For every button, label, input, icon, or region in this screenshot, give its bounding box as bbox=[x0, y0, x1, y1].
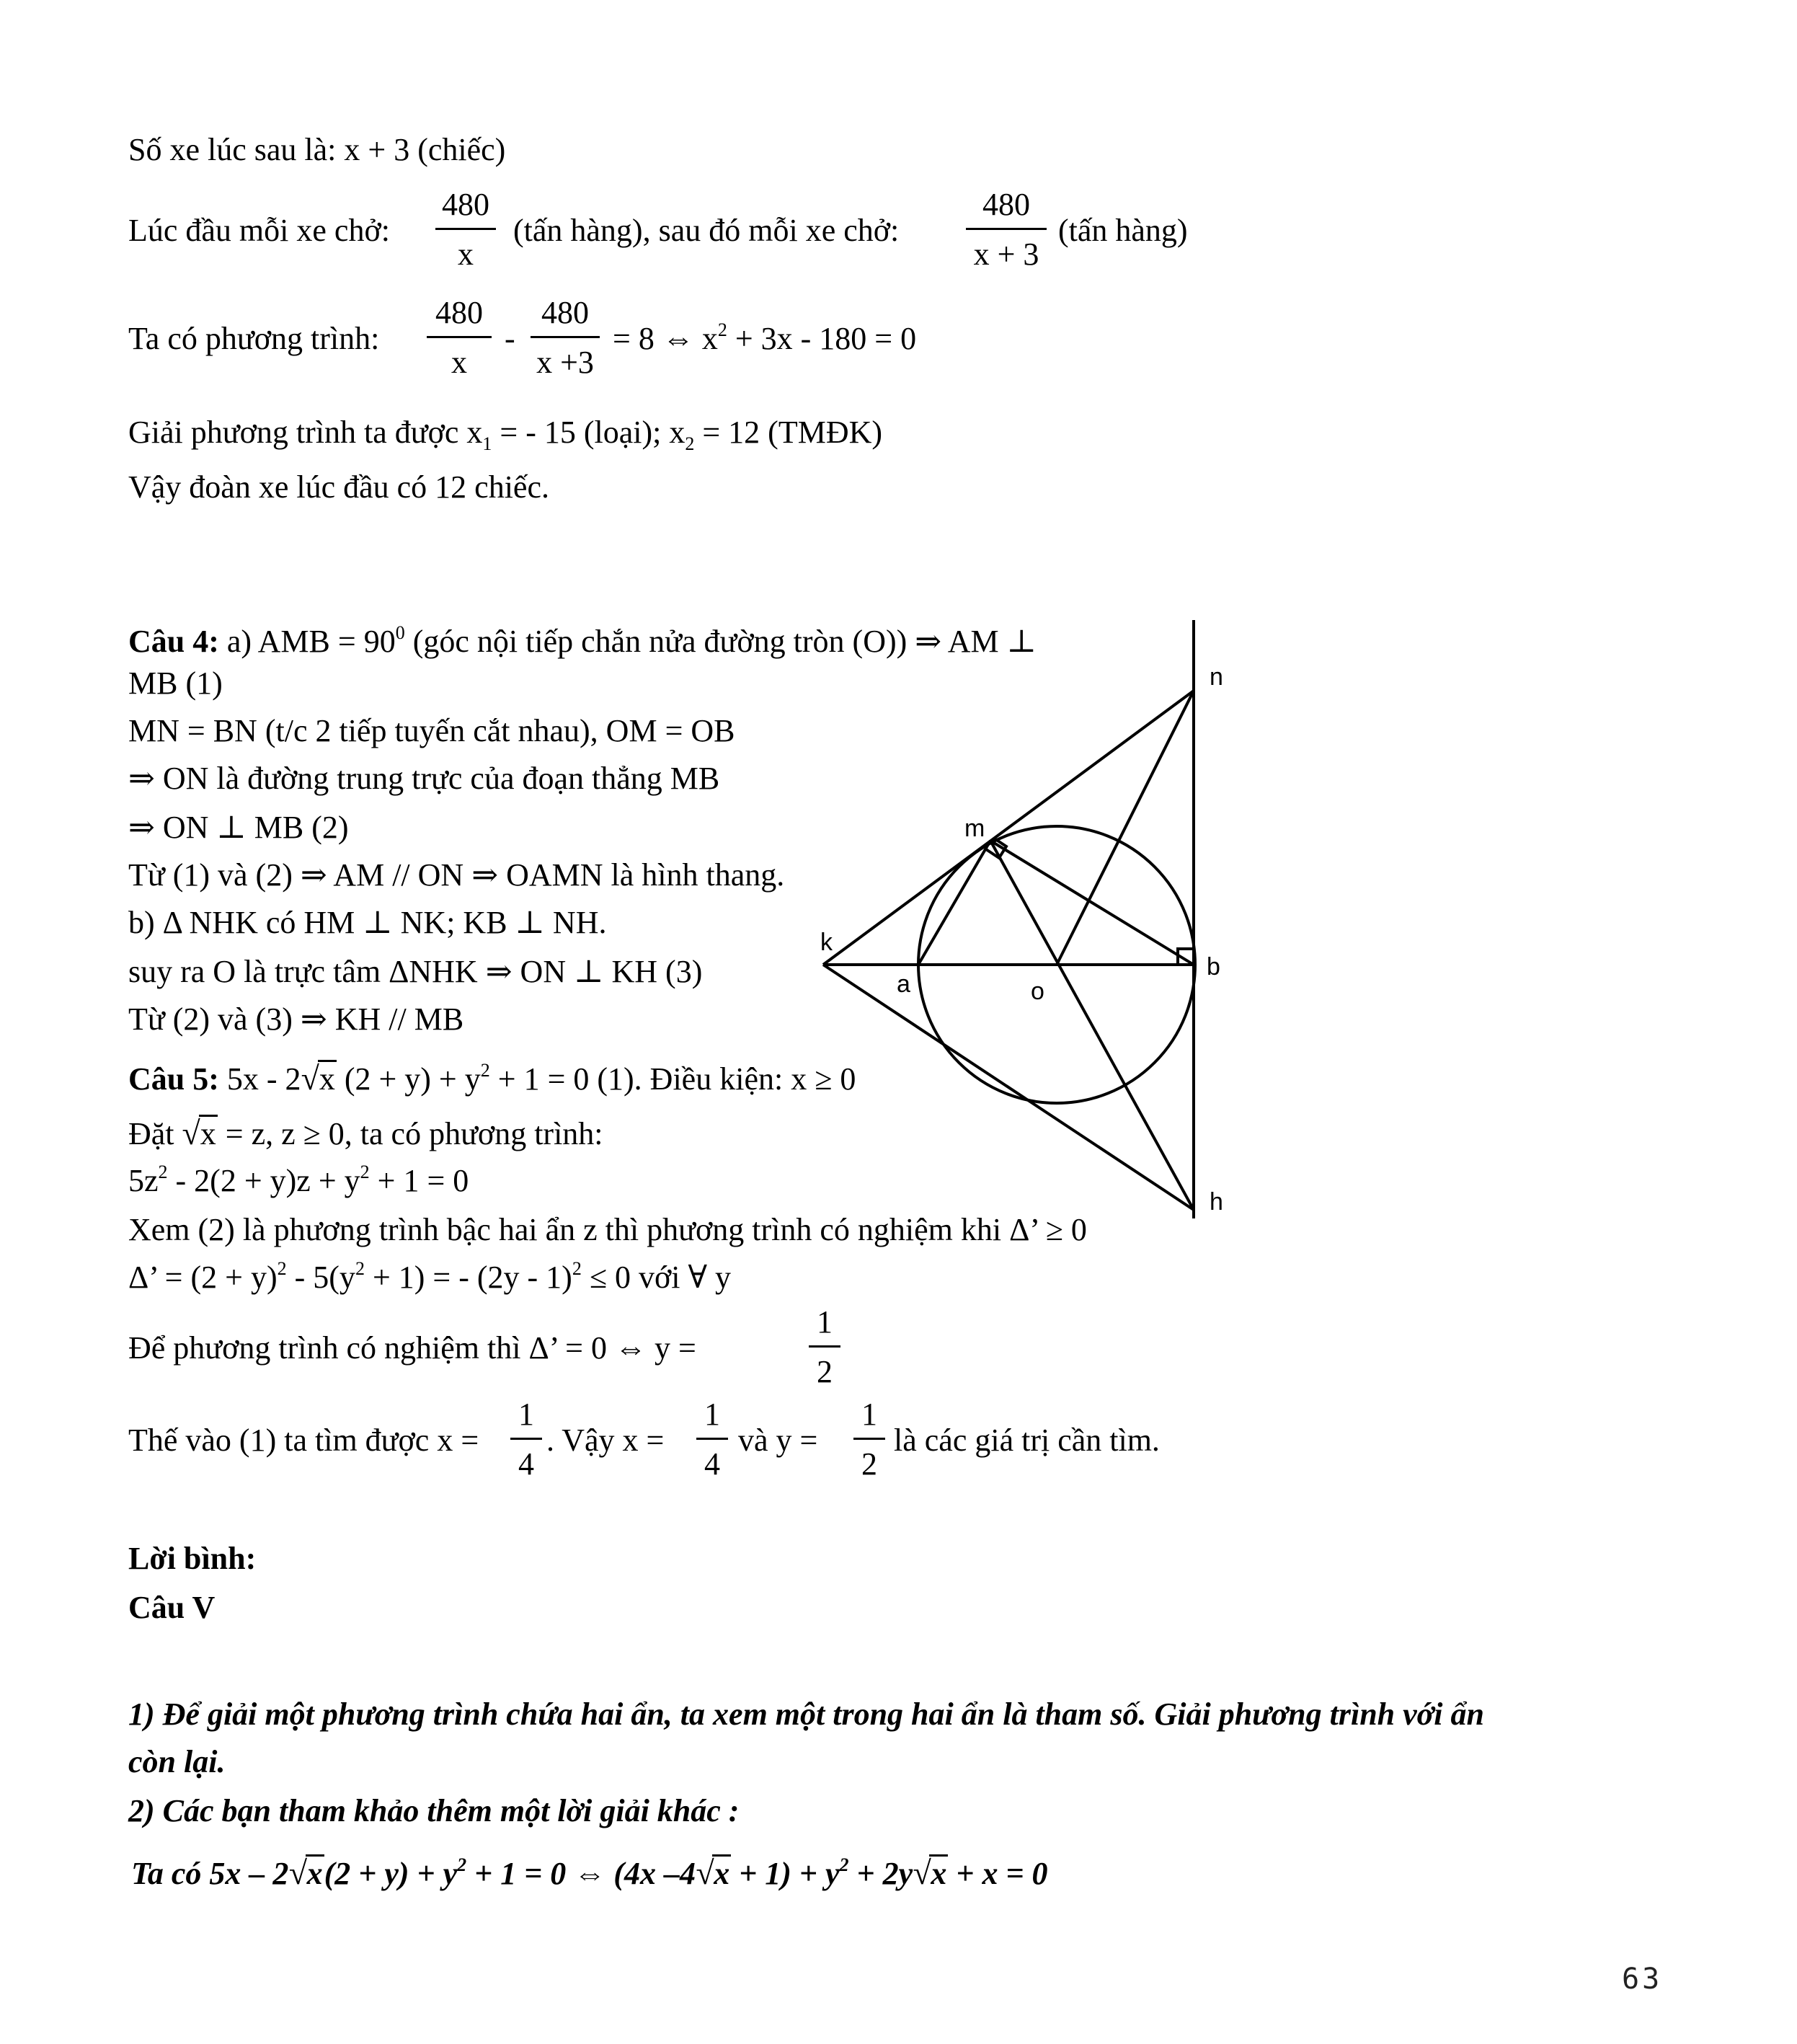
page-number: 63 bbox=[1622, 1963, 1663, 1996]
label-n: n bbox=[1210, 663, 1223, 691]
superscript: 2 bbox=[360, 1162, 370, 1182]
text: Số xe lúc sau là: x + 3 (chiếc) bbox=[128, 132, 506, 167]
minus-sign bbox=[505, 323, 515, 355]
superscript: 2 bbox=[572, 1258, 582, 1279]
heading: Câu 4: bbox=[128, 624, 219, 659]
text: suy ra O là trực tâm ΔNHK ⇒ ON ⊥ KH (3) bbox=[128, 954, 703, 989]
superscript: 2 bbox=[480, 1060, 490, 1081]
text: (2 + y) + y bbox=[324, 1856, 458, 1891]
loi-binh-title bbox=[128, 1543, 256, 1575]
segment-mb bbox=[990, 841, 1194, 965]
label-o: o bbox=[1031, 978, 1044, 1005]
cau4-line4 bbox=[128, 763, 719, 795]
text: ⇒ ON ⊥ MB (2) bbox=[128, 810, 349, 845]
cau5-line1 bbox=[128, 1060, 856, 1095]
label-h: h bbox=[1210, 1188, 1223, 1216]
line-luc-dau bbox=[128, 215, 390, 247]
text: là các giá trị cần tìm. bbox=[894, 1423, 1160, 1458]
line-luc-dau-b bbox=[513, 215, 899, 247]
line-giai-phuong-trinh bbox=[128, 415, 883, 454]
text: + 1) = - (2y - 1) bbox=[364, 1260, 572, 1295]
superscript: 0 bbox=[395, 622, 405, 643]
text: (góc nội tiếp chắn nửa đường tròn (O)) ⇒ AM ⊥ bbox=[404, 624, 1037, 659]
text: + x = 0 bbox=[948, 1856, 1048, 1891]
heading: Câu 5: bbox=[128, 1061, 219, 1097]
sqrt-icon: √ bbox=[182, 1115, 200, 1151]
radicand: x bbox=[319, 1061, 335, 1097]
text: Vậy đoàn xe lúc đầu có 12 chiếc. bbox=[128, 469, 549, 505]
cau4-line7 bbox=[128, 907, 606, 939]
sqrt-icon: √ bbox=[288, 1854, 307, 1891]
text: (tấn hàng), sau đó mỗi xe chở: bbox=[513, 213, 900, 248]
text: ⇒ ON là đường trung trực của đoạn thẳng MB bbox=[128, 761, 720, 796]
denominator: x + 3 bbox=[973, 236, 1039, 272]
numerator: 480 bbox=[435, 189, 496, 230]
fraction-1-4-b bbox=[696, 1399, 728, 1480]
denominator: x bbox=[451, 345, 467, 380]
denominator: 4 bbox=[518, 1446, 534, 1482]
sqrt-icon: √ bbox=[913, 1854, 931, 1891]
fraction-480-x3 bbox=[966, 189, 1047, 270]
text: Lời bình: bbox=[128, 1541, 257, 1576]
label-k: k bbox=[820, 929, 833, 956]
fraction-480-x-b bbox=[427, 297, 492, 379]
numerator: 1 bbox=[809, 1306, 840, 1348]
superscript: 2 bbox=[839, 1854, 849, 1875]
fraction-1-4-a bbox=[510, 1399, 542, 1480]
denominator: 4 bbox=[704, 1446, 720, 1482]
text: Câu V bbox=[128, 1590, 216, 1625]
text: Từ (2) và (3) ⇒ KH // MB bbox=[128, 1001, 464, 1037]
cau5-line5 bbox=[128, 1258, 732, 1295]
text: 5z bbox=[128, 1163, 159, 1198]
line-vay-doan-xe bbox=[128, 469, 549, 505]
text: - 5(y bbox=[286, 1260, 355, 1295]
text: còn lại. bbox=[128, 1744, 226, 1779]
superscript: 2 bbox=[457, 1854, 467, 1875]
cau5-line4 bbox=[128, 1214, 1087, 1246]
numerator: 480 bbox=[427, 297, 492, 338]
numerator: 480 bbox=[966, 189, 1047, 230]
geometry-figure bbox=[822, 620, 1254, 1240]
cau5-line7d bbox=[894, 1425, 1160, 1456]
label-a: a bbox=[897, 970, 910, 998]
cau4-line8 bbox=[128, 956, 702, 988]
fraction-480-x3-b bbox=[531, 297, 600, 379]
cau4-line2 bbox=[128, 665, 223, 701]
fraction-1-2-a bbox=[809, 1306, 840, 1388]
text: + 1 = 0 (1). Điều kiện: x ≥ 0 bbox=[489, 1061, 856, 1097]
text: + 1) + y bbox=[731, 1856, 840, 1891]
text: Lúc đầu mỗi xe chở: bbox=[128, 213, 390, 248]
fraction-480-x bbox=[435, 189, 496, 270]
segment-kh bbox=[823, 965, 1194, 1210]
text: + 1 = 0 bbox=[369, 1163, 469, 1198]
text: MB (1) bbox=[128, 665, 223, 701]
sqrt-icon: √ bbox=[301, 1060, 319, 1097]
superscript: 2 bbox=[277, 1258, 287, 1279]
text: = - 15 (loại); x bbox=[492, 415, 685, 450]
cau5-line2 bbox=[128, 1115, 603, 1150]
numerator: 1 bbox=[510, 1399, 542, 1440]
segment-kn bbox=[823, 691, 1194, 965]
loi-binh-equation bbox=[131, 1854, 1048, 1890]
denominator: 2 bbox=[861, 1446, 877, 1482]
superscript: 2 bbox=[355, 1258, 365, 1279]
numerator: 1 bbox=[853, 1399, 885, 1440]
denominator: x +3 bbox=[536, 345, 594, 380]
fraction-1-2-b bbox=[853, 1399, 885, 1480]
text: 2) Các bạn tham khảo thêm một lời giải khác : bbox=[128, 1793, 740, 1828]
line-so-xe-luc-sau bbox=[128, 134, 505, 166]
line-phuong-trinh bbox=[128, 323, 379, 355]
cau4-line6 bbox=[128, 859, 784, 891]
superscript: 2 bbox=[158, 1162, 168, 1182]
cau4-line3 bbox=[128, 715, 735, 747]
line-luc-dau-c bbox=[1058, 215, 1188, 247]
text: Ta có phương trình: bbox=[128, 321, 380, 356]
text: (2 + y) + y bbox=[336, 1061, 481, 1097]
cau5-line3 bbox=[128, 1162, 469, 1198]
denominator: x bbox=[458, 236, 474, 272]
text: Từ (1) và (2) ⇒ AM // ON ⇒ OAMN là hình thang. bbox=[128, 857, 785, 893]
text: Giải phương trình ta được x bbox=[128, 415, 483, 450]
loi-binh-p1b bbox=[128, 1746, 225, 1778]
denominator: 2 bbox=[817, 1354, 833, 1389]
cau5-line7b bbox=[546, 1425, 664, 1456]
text: b) Δ NHK có HM ⊥ NK; KB ⊥ NH. bbox=[128, 905, 607, 940]
text: Xem (2) là phương trình bậc hai ẩn z thì phương trình có nghiệm khi Δ’ ≥ 0 bbox=[128, 1212, 1087, 1247]
numerator: 480 bbox=[531, 297, 600, 338]
text: + 1 = 0 ⇔ (4x –4 bbox=[466, 1856, 696, 1891]
radicand: x bbox=[714, 1856, 730, 1891]
loi-binh-p2 bbox=[128, 1795, 739, 1827]
radicand: x bbox=[931, 1856, 947, 1891]
label-b: b bbox=[1207, 953, 1220, 981]
cau4-line9 bbox=[128, 1001, 464, 1037]
text: Ta có 5x – 2 bbox=[131, 1856, 289, 1891]
line-phuong-trinh-b bbox=[613, 319, 917, 356]
loi-binh-subtitle bbox=[128, 1592, 215, 1624]
text: + 3x - 180 = 0 bbox=[727, 321, 917, 356]
text: = 12 (TMĐK) bbox=[694, 415, 883, 450]
label-m: m bbox=[964, 815, 985, 842]
radicand: x bbox=[200, 1116, 216, 1151]
cau4-line5 bbox=[128, 812, 349, 844]
text: Δ’ = (2 + y) bbox=[128, 1260, 278, 1295]
cau5-line7 bbox=[128, 1425, 479, 1456]
text: - bbox=[505, 321, 515, 356]
text: a) AMB = 90 bbox=[218, 624, 396, 659]
sqrt-icon: √ bbox=[695, 1854, 714, 1891]
subscript: 1 bbox=[482, 433, 492, 454]
text: + 2y bbox=[848, 1856, 913, 1891]
text: 5x - 2 bbox=[218, 1061, 301, 1097]
text: ≤ 0 với ∀ y bbox=[581, 1260, 732, 1295]
text: Thế vào (1) ta tìm được x = bbox=[128, 1423, 479, 1458]
text: . Vậy x = bbox=[546, 1423, 665, 1458]
text: = z, z ≥ 0, ta có phương trình: bbox=[217, 1116, 603, 1151]
text: MN = BN (t/c 2 tiếp tuyến cắt nhau), OM = OB bbox=[128, 713, 735, 748]
text: - 2(2 + y)z + y bbox=[167, 1163, 360, 1198]
loi-binh-p1a bbox=[128, 1696, 1484, 1732]
text: 1) Để giải một phương trình chứa hai ẩn, ta xem một trong hai ẩn là tham số. Giải phương trình với ẩn bbox=[128, 1696, 1484, 1732]
cau5-line6 bbox=[128, 1332, 696, 1364]
cau5-line7c bbox=[738, 1425, 817, 1456]
numerator: 1 bbox=[696, 1399, 728, 1440]
text: = 8 ⇔ x bbox=[613, 321, 718, 356]
segment-am bbox=[918, 841, 990, 965]
subscript: 2 bbox=[685, 433, 695, 454]
text: và y = bbox=[738, 1423, 818, 1458]
text: Đặt bbox=[128, 1116, 182, 1151]
text: Để phương trình có nghiệm thì Δ’ = 0 ⇔ y = bbox=[128, 1330, 696, 1366]
superscript: 2 bbox=[717, 319, 727, 340]
radicand: x bbox=[306, 1856, 323, 1891]
text: (tấn hàng) bbox=[1058, 213, 1188, 248]
